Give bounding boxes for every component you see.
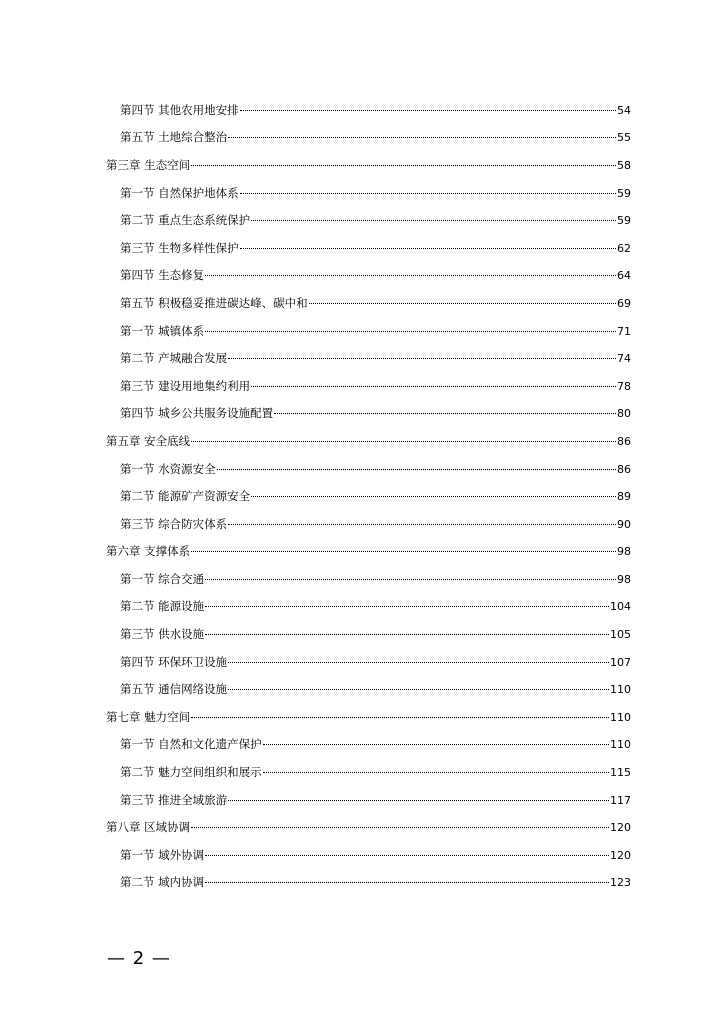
toc-entry-page-number: 98 [617, 545, 631, 559]
dot-leader [191, 165, 616, 166]
toc-entry-line [120, 571, 724, 587]
toc-entry-page-number: 64 [617, 269, 631, 283]
toc-entry-line [120, 212, 724, 228]
toc-section-entry[interactable] [0, 675, 724, 703]
toc-entry-title: 第二节 域内协调 [120, 875, 205, 890]
toc-entry-title: 第八章 区域协调 [106, 820, 191, 835]
dot-leader [240, 193, 616, 194]
toc-section-entry[interactable] [0, 786, 724, 814]
toc-entry-title: 第三节 供水设施 [120, 627, 205, 642]
toc-entry-page-number: 74 [617, 352, 631, 366]
toc-chapter-entry[interactable] [0, 813, 724, 841]
toc-entry-page-number: 69 [617, 296, 631, 310]
toc-entry-title: 第二节 能源设施 [120, 599, 205, 614]
toc-entry-page-number: 104 [610, 600, 631, 614]
toc-entry-page-number: 62 [617, 241, 631, 255]
toc-chapter-entry[interactable] [0, 427, 724, 455]
toc-entry-page-number: 89 [617, 490, 631, 504]
toc-entry-page-number: 58 [617, 158, 631, 172]
toc-entry-line [106, 543, 724, 559]
toc-entry-page-number: 71 [617, 324, 631, 338]
toc-entry-title: 第二节 魅力空间组织和展示 [120, 765, 262, 780]
toc-entry-title: 第一节 城镇体系 [120, 323, 205, 338]
toc-entry-line [120, 847, 724, 863]
toc-chapter-entry[interactable] [0, 151, 724, 179]
dot-leader [228, 358, 616, 359]
toc-entry-line [120, 102, 724, 118]
dot-leader [263, 744, 609, 745]
dot-leader [228, 800, 609, 801]
dot-leader [228, 662, 609, 663]
toc-entry-line [120, 461, 724, 477]
toc-entry-line [120, 350, 724, 366]
toc-entry-page-number: 107 [610, 655, 631, 669]
toc-entry-title: 第四节 城乡公共服务设施配置 [120, 406, 274, 421]
dot-leader [191, 827, 609, 828]
toc-entry-line [120, 654, 724, 670]
dot-leader [228, 689, 609, 690]
toc-entry-title: 第二节 重点生态系统保护 [120, 213, 251, 228]
toc-entry-page-number: 115 [610, 766, 631, 780]
toc-entry-line [120, 516, 724, 532]
toc-chapter-entry[interactable] [0, 538, 724, 566]
dot-leader [240, 110, 616, 111]
toc-entry-page-number: 55 [617, 131, 631, 145]
table-of-contents [0, 96, 724, 896]
toc-entry-line [106, 157, 724, 173]
page-number: — 2 — [107, 948, 171, 969]
toc-entry-title: 第五节 通信网络设施 [120, 682, 228, 697]
toc-entry-page-number: 86 [617, 434, 631, 448]
toc-entry-line [120, 405, 724, 421]
toc-entry-line [120, 295, 724, 311]
dot-leader [217, 469, 616, 470]
dot-leader [240, 248, 616, 249]
toc-entry-line [120, 267, 724, 283]
toc-entry-title: 第一节 自然和文化遗产保护 [120, 737, 262, 752]
toc-entry-page-number: 110 [610, 683, 631, 697]
toc-entry-line [120, 598, 724, 614]
toc-entry-title: 第七章 魅力空间 [106, 709, 191, 724]
toc-entry-title: 第一节 自然保护地体系 [120, 185, 239, 200]
toc-entry-line [120, 874, 724, 890]
toc-entry-page-number: 105 [610, 628, 631, 642]
dot-leader [251, 386, 616, 387]
toc-entry-page-number: 86 [617, 462, 631, 476]
dot-leader [228, 524, 616, 525]
toc-entry-page-number: 120 [610, 848, 631, 862]
toc-entry-line [120, 185, 724, 201]
toc-section-entry[interactable] [0, 344, 724, 372]
dot-leader [205, 634, 609, 635]
toc-entry-title: 第四节 其他农用地安排 [120, 102, 239, 117]
toc-entry-line [120, 378, 724, 394]
toc-entry-line [106, 819, 724, 835]
toc-section-entry[interactable] [0, 179, 724, 207]
toc-entry-page-number: 98 [617, 572, 631, 586]
toc-entry-line [106, 433, 724, 449]
dot-leader [228, 137, 616, 138]
dot-leader [205, 882, 609, 883]
toc-section-entry[interactable] [0, 758, 724, 786]
toc-entry-title: 第五节 积极稳妥推进碳达峰、碳中和 [120, 295, 308, 310]
toc-entry-title: 第三节 推进全域旅游 [120, 792, 228, 807]
toc-entry-line [120, 736, 724, 752]
toc-entry-page-number: 54 [617, 103, 631, 117]
toc-entry-line [120, 129, 724, 145]
toc-entry-title: 第二节 产城融合发展 [120, 351, 228, 366]
dot-leader [205, 855, 609, 856]
toc-entry-title: 第六章 支撑体系 [106, 544, 191, 559]
toc-entry-page-number: 123 [610, 876, 631, 890]
toc-section-entry[interactable] [0, 96, 724, 124]
toc-entry-title: 第三节 综合防灾体系 [120, 516, 228, 531]
toc-entry-title: 第三节 生物多样性保护 [120, 240, 239, 255]
toc-entry-line [120, 626, 724, 642]
toc-entry-page-number: 80 [617, 407, 631, 421]
toc-entry-title: 第二节 能源矿产资源安全 [120, 489, 251, 504]
dot-leader [205, 275, 616, 276]
toc-section-entry[interactable] [0, 317, 724, 345]
toc-section-entry[interactable] [0, 620, 724, 648]
toc-entry-title: 第一节 综合交通 [120, 571, 205, 586]
toc-section-entry[interactable] [0, 565, 724, 593]
toc-entry-page-number: 78 [617, 379, 631, 393]
toc-chapter-entry[interactable] [0, 703, 724, 731]
dot-leader [191, 441, 616, 442]
toc-entry-title: 第五节 土地综合整治 [120, 130, 228, 145]
toc-entry-page-number: 59 [617, 214, 631, 228]
toc-section-entry[interactable] [0, 841, 724, 869]
toc-entry-page-number: 110 [610, 738, 631, 752]
toc-entry-title: 第四节 环保环卫设施 [120, 654, 228, 669]
toc-section-entry[interactable] [0, 482, 724, 510]
dot-leader [191, 551, 616, 552]
toc-entry-title: 第一节 水资源安全 [120, 461, 216, 476]
toc-section-entry[interactable] [0, 455, 724, 483]
toc-entry-page-number: 117 [610, 793, 631, 807]
toc-entry-line [120, 240, 724, 256]
toc-section-entry[interactable] [0, 372, 724, 400]
toc-section-entry[interactable] [0, 234, 724, 262]
toc-entry-page-number: 90 [617, 517, 631, 531]
dot-leader [191, 717, 609, 718]
toc-section-entry[interactable] [0, 869, 724, 897]
toc-entry-line [120, 681, 724, 697]
toc-entry-line [120, 764, 724, 780]
toc-section-entry[interactable] [0, 648, 724, 676]
toc-entry-title: 第三节 建设用地集约利用 [120, 378, 251, 393]
dot-leader [251, 220, 616, 221]
dot-leader [309, 303, 616, 304]
dot-leader [205, 606, 609, 607]
toc-entry-line [120, 323, 724, 339]
dot-leader [263, 772, 609, 773]
toc-section-entry[interactable] [0, 289, 724, 317]
dot-leader [205, 579, 616, 580]
toc-section-entry[interactable] [0, 400, 724, 428]
toc-section-entry[interactable] [0, 262, 724, 290]
toc-section-entry[interactable] [0, 731, 724, 759]
dot-leader [251, 496, 616, 497]
toc-entry-page-number: 120 [610, 821, 631, 835]
dot-leader [274, 413, 616, 414]
toc-entry-line [120, 792, 724, 808]
toc-section-entry[interactable] [0, 593, 724, 621]
toc-section-entry[interactable] [0, 510, 724, 538]
toc-entry-title: 第四节 生态修复 [120, 268, 205, 283]
toc-entry-page-number: 59 [617, 186, 631, 200]
toc-entry-title: 第一节 域外协调 [120, 847, 205, 862]
dot-leader [205, 331, 616, 332]
toc-entry-title: 第五章 安全底线 [106, 433, 191, 448]
toc-section-entry[interactable] [0, 124, 724, 152]
toc-entry-line [120, 488, 724, 504]
toc-entry-title: 第三章 生态空间 [106, 157, 191, 172]
toc-entry-line [106, 709, 724, 725]
toc-section-entry[interactable] [0, 206, 724, 234]
toc-entry-page-number: 110 [610, 710, 631, 724]
